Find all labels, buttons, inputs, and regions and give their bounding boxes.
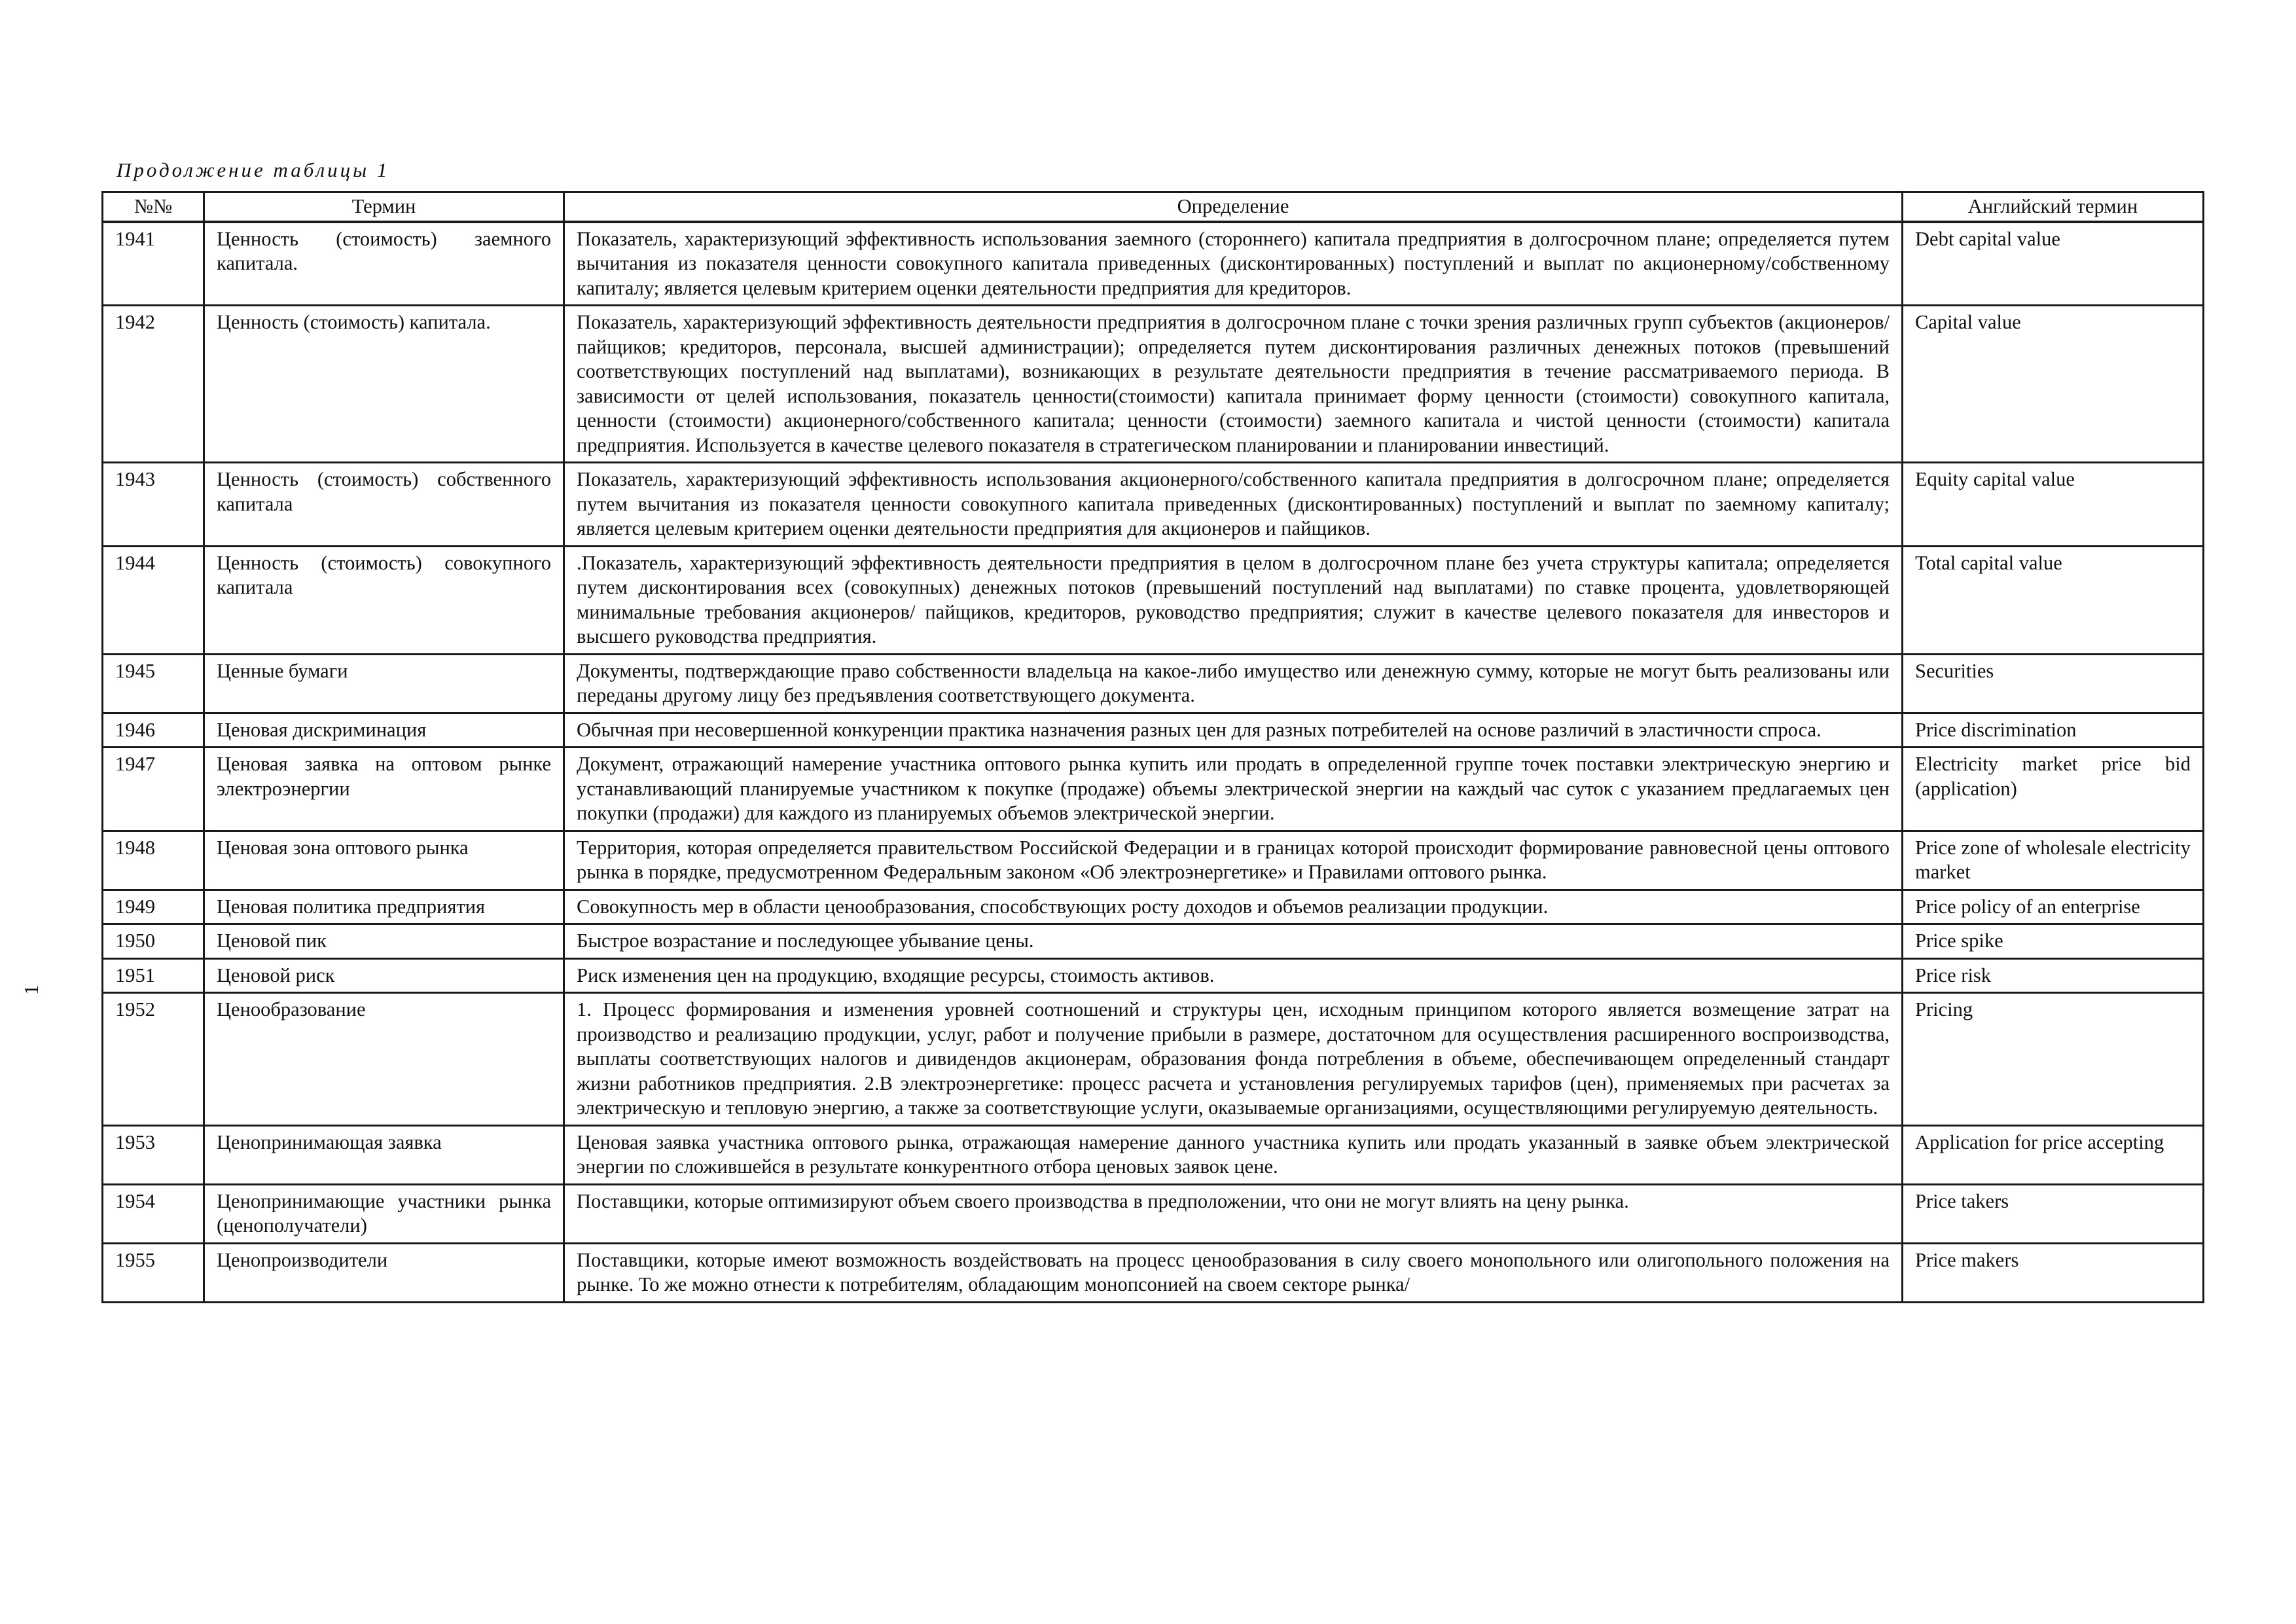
row-definition: 1. Процесс формирования и изменения уровней соотношений и структуры цен, исходным принципом которого является возмещение затрат на производство и реализацию продукции, услуг, работ и получение прибыли в размере, достаточном для осуществления расширенного воспроизводства, выплаты соответствующих налогов и дивидендов акционерам, образования фонда потребления в объеме, обеспечивающем определенный стандарт жизни работников предприятия. 2.В электроэнергетике: процесс расчета и установления регулируемых тарифов (цен), применяемых при расчетах за электрическую и тепловую энергию, а также за соответствующие услуги, оказываемые организациями, осуществляющими регулируемую деятельность. — [564, 993, 1903, 1126]
row-definition: .Показатель, характеризующий эффективность деятельности предприятия в целом в долгосрочном плане без учета структуры капитала; определяется путем дисконтирования всех (совокупных) денежных потоков (превышений поступлений над выплатами) по ставке процента, удовлетворяющей минимальные требования акционеров/ пайщиков, кредиторов, руководство предприятия; служит в качестве целевого показателя для инвесторов и высшего руководства предприятия. — [564, 546, 1903, 654]
table-row — [103, 1243, 2204, 1302]
row-definition: Показатель, характеризующий эффективность деятельности предприятия в долгосрочном плане с точки зрения различных групп субъектов (акционеров/пайщиков; кредиторов, персонала, высшей администрации); определяется путем дисконтирования различных денежных потоков (превышений соответствующих поступлений над выплатами), возникающих в результате деятельности предприятия в течение рассматриваемого периода. В зависимости от целей использования, показатель ценности(стоимости) капитала принимает форму ценности (стоимости) совокупного капитала, ценности (стоимости) акционерного/собственного капитала; ценности (стоимости) заемного капитала и чистой ценности (стоимости) капитала предприятия. Используется в качестве целевого показателя в стратегическом планировании и планировании инвестиций. — [564, 306, 1903, 463]
row-term: Ценность (стоимость) совокупного капитала — [204, 546, 564, 654]
row-english-term: Securities — [1903, 654, 2204, 713]
table-row — [103, 546, 2204, 654]
row-term: Ценовая дискриминация — [204, 713, 564, 748]
row-number: 1951 — [103, 958, 204, 993]
row-definition: Риск изменения цен на продукцию, входящие ресурсы, стоимость активов. — [564, 958, 1903, 993]
header-number: №№ — [103, 192, 204, 222]
table-row — [103, 958, 2204, 993]
row-english-term: Application for price accepting — [1903, 1125, 2204, 1184]
row-term: Ценность (стоимость) заемного капитала. — [204, 222, 564, 306]
row-english-term: Debt capital value — [1903, 222, 2204, 306]
row-english-term: Price makers — [1903, 1243, 2204, 1302]
header-english-term: Английский термин — [1903, 192, 2204, 222]
table-row — [103, 993, 2204, 1126]
row-term: Ценовая зона оптового рынка — [204, 831, 564, 890]
row-term: Ценовой риск — [204, 958, 564, 993]
table-caption: Продолжение таблицы 1 — [117, 158, 390, 181]
row-term: Ценовой пик — [204, 924, 564, 959]
table-row — [103, 890, 2204, 924]
row-number: 1952 — [103, 993, 204, 1126]
row-number: 1949 — [103, 890, 204, 924]
row-number: 1950 — [103, 924, 204, 959]
header-term: Термин — [204, 192, 564, 222]
row-term: Ценовая политика предприятия — [204, 890, 564, 924]
row-definition: Обычная при несовершенной конкуренции практика назначения разных цен для разных потребителей на основе различий в эластичности спроса. — [564, 713, 1903, 748]
row-number: 1947 — [103, 748, 204, 831]
row-definition: Ценовая заявка участника оптового рынка, отражающая намерение данного участника купить или продать указанный в заявке объем электрической энергии по сложившейся в результате конкурентного отбора ценовых заявок цене. — [564, 1125, 1903, 1184]
table-row — [103, 222, 2204, 306]
row-number: 1942 — [103, 306, 204, 463]
row-definition: Документы, подтверждающие право собственности владельца на какое-либо имущество или денежную сумму, которые не могут быть реализованы или переданы другому лицу без предъявления соответствующего документа. — [564, 654, 1903, 713]
table-row — [103, 748, 2204, 831]
row-term: Ценопроизводители — [204, 1243, 564, 1302]
row-definition: Документ, отражающий намерение участника оптового рынка купить или продать в определенной группе точек поставки электрическую энергию и устанавливающий планируемые участником к покупке (продаже) объемы электрической энергии на каждый час суток с указанием предлагаемых цен покупки (продажи) для каждого из планируемых объемов электрической энергии. — [564, 748, 1903, 831]
table-body — [103, 222, 2204, 1303]
row-number: 1941 — [103, 222, 204, 306]
row-term: Ценные бумаги — [204, 654, 564, 713]
row-definition: Поставщики, которые оптимизируют объем своего производства в предположении, что они не могут влиять на цену рынка. — [564, 1184, 1903, 1243]
table-row — [103, 463, 2204, 547]
row-definition: Поставщики, которые имеют возможность воздействовать на процесс ценообразования в силу своего монопольного или олигопольного положения на рынке. То же можно отнести к потребителям, обладающим монопсонией на своем секторе рынка/ — [564, 1243, 1903, 1302]
row-number: 1953 — [103, 1125, 204, 1184]
glossary-table — [101, 191, 2204, 1303]
row-english-term: Price discrimination — [1903, 713, 2204, 748]
row-number: 1946 — [103, 713, 204, 748]
row-definition: Показатель, характеризующий эффективность использования заемного (стороннего) капитала предприятия в долгосрочном плане; определяется путем вычитания из показателя ценности совокупного капитала приведенных (дисконтированных) поступлений и выплат по акционерному/собственному капиталу; является целевым критерием оценки деятельности предприятия для кредиторов. — [564, 222, 1903, 306]
header-row — [103, 192, 2204, 222]
table-row — [103, 1184, 2204, 1243]
row-english-term: Capital value — [1903, 306, 2204, 463]
row-number: 1945 — [103, 654, 204, 713]
row-english-term: Electricity market price bid (application) — [1903, 748, 2204, 831]
row-number: 1944 — [103, 546, 204, 654]
table-row — [103, 1125, 2204, 1184]
table-row — [103, 306, 2204, 463]
row-english-term: Equity capital value — [1903, 463, 2204, 547]
row-term: Ценность (стоимость) капитала. — [204, 306, 564, 463]
row-number: 1955 — [103, 1243, 204, 1302]
row-definition: Территория, которая определяется правительством Российской Федерации и в границах которой происходит формирование равновесной цены оптового рынка в порядке, предусмотренном Федеральным законом «Об электроэнергетике» и Правилами оптового рынка. — [564, 831, 1903, 890]
table-row — [103, 924, 2204, 959]
header-definition: Определение — [564, 192, 1903, 222]
table-row — [103, 654, 2204, 713]
table-row — [103, 713, 2204, 748]
row-definition: Показатель, характеризующий эффективность использования акционерного/собственного капитала предприятия в долгосрочном плане; определяется путем вычитания из показателя ценности совокупного капитала приведенных (дисконтированных) поступлений и выплат по заемному капиталу; является целевым критерием оценки деятельности предприятия для акционеров и пайщиков. — [564, 463, 1903, 547]
row-term: Ценопринимающие участники рынка (ценополучатели) — [204, 1184, 564, 1243]
row-english-term: Price risk — [1903, 958, 2204, 993]
row-english-term: Price policy of an enterprise — [1903, 890, 2204, 924]
page-side-mark: 1 — [20, 984, 43, 995]
row-english-term: Price zone of wholesale electricity market — [1903, 831, 2204, 890]
row-definition: Быстрое возрастание и последующее убывание цены. — [564, 924, 1903, 959]
row-number: 1943 — [103, 463, 204, 547]
table-header — [103, 192, 2204, 222]
row-english-term: Price spike — [1903, 924, 2204, 959]
row-definition: Совокупность мер в области ценообразования, способствующих росту доходов и объемов реализации продукции. — [564, 890, 1903, 924]
row-term: Ценовая заявка на оптовом рынке электроэнергии — [204, 748, 564, 831]
row-term: Ценообразование — [204, 993, 564, 1126]
row-english-term: Total capital value — [1903, 546, 2204, 654]
row-number: 1948 — [103, 831, 204, 890]
row-number: 1954 — [103, 1184, 204, 1243]
row-english-term: Price takers — [1903, 1184, 2204, 1243]
row-english-term: Pricing — [1903, 993, 2204, 1126]
table-row — [103, 831, 2204, 890]
row-term: Ценопринимающая заявка — [204, 1125, 564, 1184]
row-term: Ценность (стоимость) собственного капитала — [204, 463, 564, 547]
